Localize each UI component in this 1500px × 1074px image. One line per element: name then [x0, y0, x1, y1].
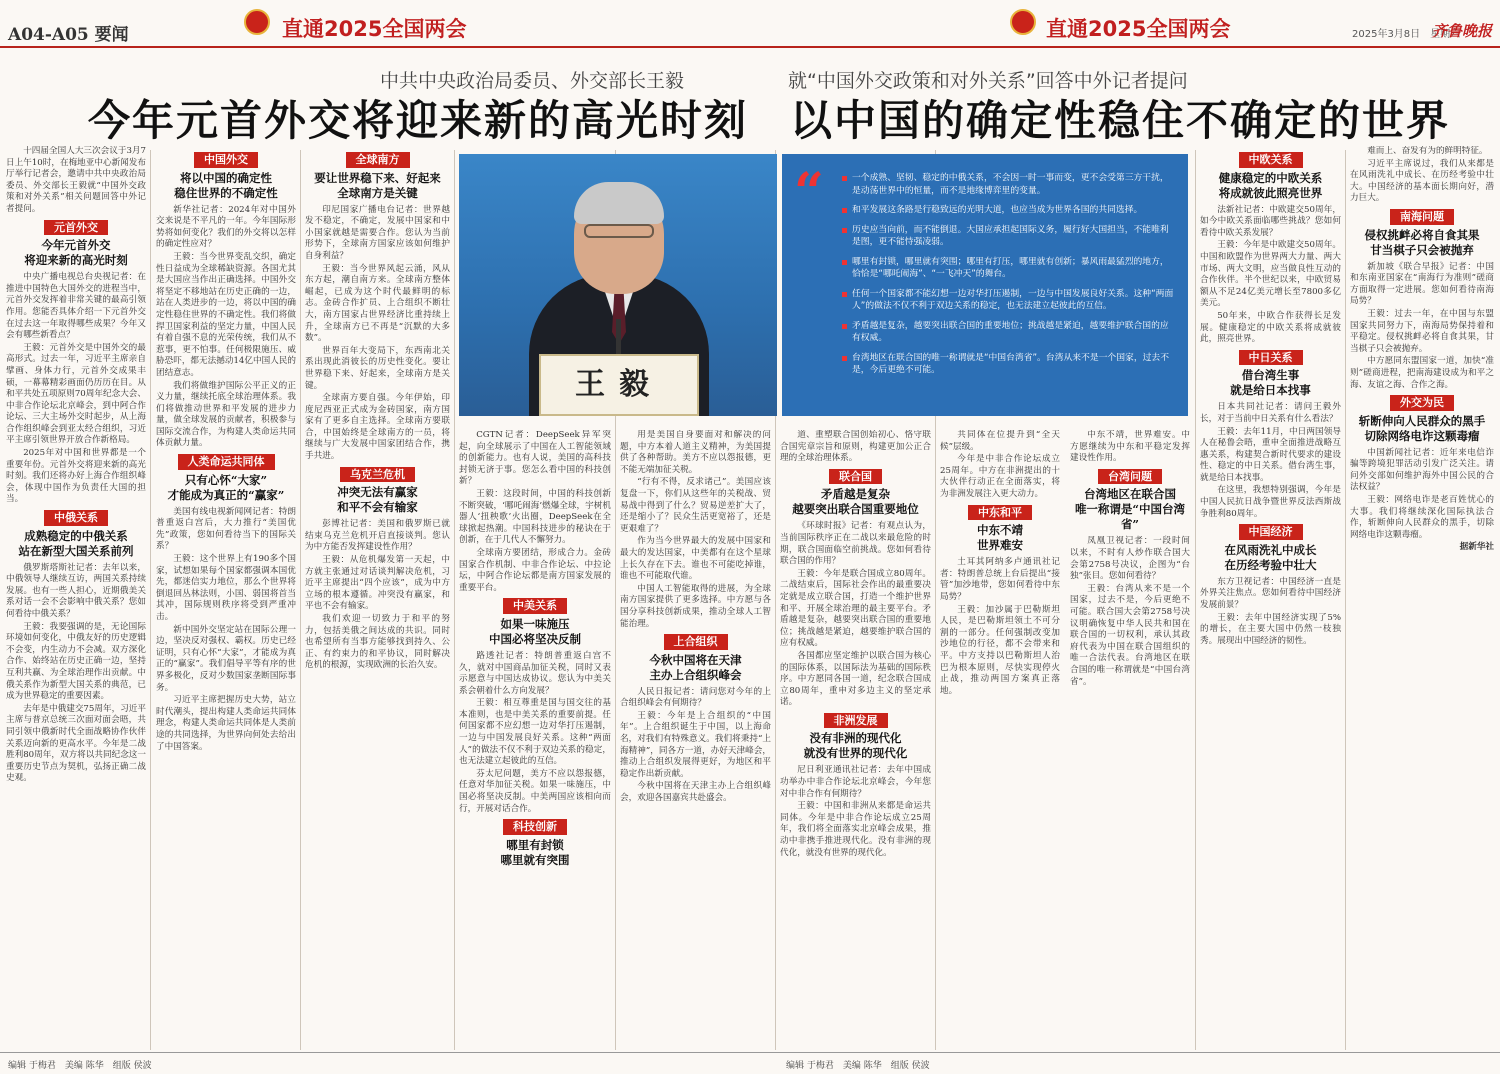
- paragraph: “行有不得，反求诸己”。美国应该复盘一下，你们从这些年的关税战、贸易战中得到了什么？贸易逆差扩大了，还是缩小了？民众生活更宽裕了，还是更艰难了？: [620, 477, 771, 534]
- section-heading: 今年元首外交 将迎来新的高光时刻: [24, 238, 128, 268]
- paragraph: 共同体在位提升到“全天候”层级。: [940, 430, 1060, 452]
- quote-box: [782, 154, 1188, 416]
- section-heading: 只有心怀“大家” 才能成为真正的“赢家”: [167, 472, 285, 502]
- paragraph: 习近平主席说过，我们从来都是在风雨洗礼中成长、在历经考验中壮大。中国经济的基本面长期向好，潜力巨大。: [1350, 158, 1494, 204]
- byline: 据新华社: [1459, 542, 1494, 553]
- section-heading: 将以中国的确定性 稳住世界的不确定性: [174, 170, 278, 200]
- section-heading: 冲突无法有赢家 和平不会有输家: [337, 485, 418, 515]
- paragraph: CGTN记者：DeepSeek异军突起，向全球展示了中国在人工智能领域的创新能力。也有人说，美国的高科技封锁无济于事。您怎么看中国的科技创新？: [459, 430, 611, 487]
- paragraph: 人民日报记者：请问您对今年的上合组织峰会有何期待？: [620, 686, 771, 709]
- paragraph: 中国人工智能取得的进展，为全球南方国家提供了更多选择。中方愿与各国分享科技创新成果，推动全球人工智能治理。: [620, 583, 771, 629]
- paragraph: 今年是中非合作论坛成立25周年。中方在非洲提出的十大伙伴行动正在全面落实，将为非洲发展注入更大动力。: [940, 454, 1060, 499]
- page-footer: [0, 1052, 1500, 1074]
- quote-item: 任何一个国家都不能幻想一边对华打压遏制，一边与中国发展良好关系。这种“两面人”的做法不仅不利于双边关系的稳定，也无法建立起彼此的互信。: [842, 288, 1177, 313]
- paragraph: 法新社记者：中欧建交50周年，如今中欧关系面临哪些挑战？您如何看待中欧关系发展？: [1200, 204, 1341, 238]
- section-tag: 元首外交: [44, 220, 108, 236]
- paragraph: 王毅：过去一年，在中国与东盟国家共同努力下，南海局势保持着和平稳定。侵权挑衅必将自食其果，甘当棋子只会被抛弃。: [1350, 308, 1494, 354]
- paragraph: 去年是中俄建交75周年，习近平主席与普京总统三次面对面会晤，共同引领中俄新时代全面战略协作伙伴关系迈向新的更高水平。今年是二战胜利80周年，双方将以共同纪念这一重要历史节点为契机，弘扬正确二战史观。: [6, 703, 146, 784]
- paragraph: 中东不靖，世界难安。中方愿继续为中东和平稳定发挥建设性作用。: [1070, 430, 1190, 464]
- section-tag: 中东和平: [968, 505, 1032, 521]
- article-column-1: [6, 146, 146, 1046]
- paragraph: 作为当今世界最大的发展中国家和最大的发达国家，中美都有在这个星球上长久存在下去。谁也不可能吃掉谁，谁也不可能取代谁。: [620, 536, 771, 582]
- paragraph: 王毅：这段时间，中国的科技创新不断突破，‘哪吒闹海’燃爆全球，宇树机器人‘扭秧歌’火出圈，DeepSeek在全球掀起热潮。中国科技进步的秘诀在于创新，在于几代人不懈努力。: [459, 488, 611, 546]
- paragraph: 王毅：当今世界风起云涌，风从东方起，潮自南方来。全球南方整体崛起，已成为这个时代最鲜明的标志。金砖合作扩员、上合组织不断壮大，南方国家占世界经济比重持续上升，全球南方已不再是“沉默的大多数”。: [305, 263, 450, 344]
- section-heading: 矛盾越是复杂 越要突出联合国重要地位: [792, 487, 919, 517]
- paragraph: 我们将做维护国际公平正义的正义力量，继续托底全球治理体系。我们将做推动世界和平发展的进步力量，做全球发展的贡献者，积极参与国际交流合作，为构建人类命运共同体贡献力量。: [156, 380, 296, 449]
- paragraph: 2025年对中国和世界都是一个重要年份。元首外交将迎来新的高光时刻。我们还将办好上海合作组织峰会，体现中国作为负责任大国的担当。: [6, 448, 146, 505]
- paragraph: 用是美国自身要面对和解决的问题，中方本着人道主义精神，为美国提供了各种帮助。美方不应以怨报德，更不能无端加征关税。: [620, 430, 771, 475]
- section-tag: 外交为民: [1390, 395, 1454, 411]
- section-heading: 没有非洲的现代化 就没有世界的现代化: [803, 731, 908, 761]
- emblem-icon: [244, 9, 270, 35]
- right-kicker: 就“中国外交政策和对外关系”回答中外记者提问: [788, 70, 1188, 92]
- section-tag: 中欧关系: [1239, 152, 1303, 168]
- speaker-photo: [459, 154, 777, 416]
- paragraph: 中央广播电视总台央视记者：在推进中国特色大国外交的进程当中，元首外交发挥着非常关键的最高引领作用。您能否具体介绍一下元首外交在过去这一年取得哪些成果？今年又会有哪些新看点？: [6, 272, 146, 341]
- section-tag: 科技创新: [503, 819, 567, 835]
- microphone-icon: [616, 319, 621, 359]
- section-heading: 要让世界稳下来、好起来 全球南方是关键: [314, 170, 441, 200]
- section-tag: 上合组织: [664, 634, 728, 650]
- left-main-headline: 今年元首外交将迎来新的高光时刻: [88, 96, 749, 145]
- quote-mark-icon: “: [794, 162, 824, 223]
- right-main-headline: 以中国的确定性稳住不确定的世界: [790, 96, 1451, 145]
- paragraph: 习近平主席把握历史大势，站立时代潮头，提出构建人类命运共同体理念，构建人类命运共同体是人类前途的共同选择，为世界向何处去给出了中国答案。: [156, 695, 296, 752]
- paragraph: 新华社记者：2024年对中国外交来说是不平凡的一年。今年国际形势将如何变化？我们的外交将以怎样的确定性应对？: [156, 204, 296, 250]
- paragraph: 50年来，中欧合作获得长足发展。健康稳定的中欧关系将成就彼此，照亮世界。: [1200, 310, 1341, 345]
- section-title-right: 直通2025全国两会: [1046, 17, 1231, 41]
- section-tag: 中国外交: [194, 152, 258, 168]
- section-heading: 健康稳定的中欧关系 将成就彼此照亮世界: [1218, 170, 1323, 200]
- section-heading: 斩断伸向人民群众的黑手 切除网络电诈这颗毒瘤: [1358, 413, 1486, 443]
- section-heading: 借台湾生事 就是给日本找事: [1230, 368, 1311, 398]
- paragraph: 道、重塑联合国创始初心、恪守联合国宪章宗旨和原则，构建更加公正合理的全球治理体系。: [780, 430, 931, 464]
- article-column-2: [156, 150, 296, 1046]
- quote-list: [842, 172, 1177, 384]
- paragraph: 难而上、奋发有为的鲜明特征。: [1367, 146, 1488, 156]
- quote-item: 台湾地区在联合国的唯一称谓就是“中国台湾省”。台湾从来不是一个国家，过去不是，今后更绝不可能。: [842, 352, 1177, 377]
- paragraph: 王毅：相互尊重是国与国交往的基本准则，也是中美关系的重要前提。任何国家都不应幻想一边对华打压遏制，一边与中国发展良好关系。这种“两面人”的做法不仅不利于双边关系的稳定，也无法建立起彼此的互信。: [459, 698, 611, 767]
- emblem-icon: [1010, 9, 1036, 35]
- paragraph: 俄罗斯塔斯社记者：去年以来，中俄领导人继续互访，两国关系持续发展。也有一些人担心，近期俄美关系对话一会不会影响中俄关系？您如何看待中俄关系？: [6, 562, 146, 619]
- article-column-5: [620, 430, 771, 1046]
- section-tag: 联合国: [829, 469, 882, 485]
- paragraph: 王毅：中国和非洲从来都是命运共同体。今年是中非合作论坛成立25周年，我们将全面落实北京峰会成果，推动中非携手推进现代化。没有非洲的现代化，就没有世界的现代化。: [780, 801, 931, 858]
- paragraph: 王毅：从危机爆发第一天起，中方就主张通过对话谈判解决危机，习近平主席提出“四个应该”，成为中方立场的根本遵循。冲突没有赢家，和平也不会有输家。: [305, 555, 450, 612]
- paragraph: 《环球时报》记者：有观点认为，当前国际秩序正在二战以来最危险的时期，联合国面临空前挑战。您如何看待联合国的作用？: [780, 521, 931, 567]
- masthead-logo: 齐鲁晚报: [1432, 22, 1493, 40]
- paragraph: 新中国外交坚定站在国际公理一边，坚决反对强权、霸权。历史已经证明，只有心怀“大家”，才能成为真正的“赢家”。我们倡导平等有序的世界多极化，反对少数国家垄断国际事务。: [156, 624, 296, 693]
- paragraph: 王毅：台湾从来不是一个国家，过去不是，今后更绝不可能。联合国大会第2758号决议明确恢复中华人民共和国在联合国的一切权利，承认其政府代表为中国在联合国组织的唯一合法代表。台湾地区在联合国的唯一称谓就是“中国台湾省”。: [1070, 583, 1190, 687]
- paragraph: 各国都应坚定维护以联合国为核心的国际体系，以国际法为基础的国际秩序。中方愿同各国一道，纪念联合国成立80周年，重申对多边主义的坚定承诺。: [780, 650, 931, 708]
- paragraph: 王毅：去年中国经济实现了5%的增长，在主要大国中仍然一枝独秀。展现出中国经济的韧性。: [1200, 612, 1341, 646]
- section-tag: 南海问题: [1390, 209, 1454, 225]
- paragraph: 印尼国家广播电台记者：世界越发不稳定，不确定，发展中国家和中小国家就越是需要合作。您认为当前形势下，全球南方国家应该如何维护自身利益？: [305, 204, 450, 261]
- section-heading: 台湾地区在联合国 唯一称谓是“中国台湾省”: [1074, 487, 1186, 532]
- article-column-6: [780, 430, 931, 1046]
- section-heading: 成熟稳定的中俄关系 站在新型大国关系前列: [18, 528, 134, 558]
- paragraph: 凤凰卫视记者：一段时间以来，不时有人炒作联合国大会第2758号决议，企图为“台独”张目。您如何看待？: [1070, 536, 1190, 582]
- paragraph: 日本共同社记者：请问王毅外长，对于当前中日关系有什么看法？: [1200, 402, 1341, 424]
- paragraph: 世界百年大变局下，东西南北关系出现此消彼长的历史性变化。要让世界稳下来、好起来，全球南方是关键。: [305, 345, 450, 391]
- credits-left: 编辑 于梅君 美编 陈华 组版 侯波: [8, 1061, 152, 1071]
- section-tag: 中美关系: [503, 598, 567, 614]
- page-header: [0, 0, 1500, 48]
- section-tag: 人类命运共同体: [178, 454, 275, 470]
- paragraph: 王毅：今年是中欧建交50周年。中国和欧盟作为世界两大力量、两大市场、两大文明，应当做良性互动的合作伙伴。半个世纪以来，中欧贸易额从不足24亿美元增长至7800多亿美元。: [1200, 240, 1341, 309]
- paragraph: 王毅：今年是上合组织的“中国年”。上合组织诞生于中国，以上海命名，对我们有特殊意义。我们将秉持“上海精神”，同各方一道，办好天津峰会，推动上合组织发展得更好，为地区和平稳定作出新贡献。: [620, 710, 771, 779]
- issue-date: 2025年3月8日 星期六: [1352, 29, 1461, 40]
- paragraph: 中国新闻社记者：近年来电信诈骗等跨境犯罪活动引发广泛关注。请问外交部如何维护海外中国公民的合法权益？: [1350, 447, 1494, 493]
- article-column-8: [1200, 150, 1341, 1046]
- paragraph: 王毅：这个世界上有190多个国家，试想如果每个国家都强调本国优先，都迷信实力地位，那么个世界将倒退回丛林法则，小国、弱国将首当其冲，国际规则秩序将受到严重冲击。: [156, 554, 296, 622]
- paragraph: 彭博社记者：美国和俄罗斯已就结束乌克兰危机开启直接谈判。您认为中方能否发挥建设性作用？: [305, 519, 450, 553]
- section-heading: 哪里有封锁 哪里就有突围: [500, 837, 570, 867]
- quote-item: 历史应当向前，而不能倒退。大国应承担起国际义务，履行好大国担当，不能唯利是图，更不能恃强凌弱。: [842, 224, 1177, 249]
- section-title-left: 直通2025全国两会: [282, 17, 467, 41]
- section-tag: 全球南方: [346, 152, 410, 168]
- paragraph: 全球南方要自强。今年伊始，印度尼西亚正式成为金砖国家，南方国家有了更多自主选择。全球南方要联合，中国始终是全球南方的一员，将继续与广大发展中国家团结合作，携手共进。: [305, 393, 450, 462]
- paragraph: 美国有线电视新闻网记者：特朗普重返白宫后，大力推行“美国优先”政策，您如何看待当下的国际关系？: [156, 506, 296, 552]
- paragraph: 中方愿同东盟国家一道，加快“准则”磋商进程，把南海建设成为和平之海、友谊之海、合作之海。: [1350, 356, 1494, 390]
- paragraph: 王毅：网络电诈是老百姓忧心的大事。我们将继续深化国际执法合作，斩断伸向人民群众的黑手，切除网络电诈这颗毒瘤。: [1350, 495, 1494, 540]
- article-column-9: [1350, 146, 1494, 1046]
- paragraph: 全球南方要团结，形成合力。金砖国家合作机制、中非合作论坛、中拉论坛，中阿合作论坛都是南方国家发展的重要平台。: [459, 547, 611, 593]
- quote-item: 哪里有封锁，哪里就有突围；哪里有打压，哪里就有创新；暴风雨最猛烈的地方，恰恰是“哪吒闹海”、“一飞冲天”的舞台。: [842, 256, 1177, 281]
- section-heading: 在风雨洗礼中成长 在历经考验中壮大: [1224, 542, 1317, 572]
- section-heading: 如果一味施压 中国必将坚决反制: [489, 616, 581, 646]
- paragraph: 东方卫视记者：中国经济一直是外界关注焦点。您如何看待中国经济发展前景？: [1200, 576, 1341, 611]
- article-column-3: [305, 150, 450, 1046]
- paragraph: 今秋中国将在天津主办上合组织峰会，欢迎各国嘉宾共赴盛会。: [620, 781, 771, 804]
- paragraph: 王毅：加沙属于巴勒斯坦人民，是巴勒斯坦领土不可分割的一部分。任何强制改变加沙地位的行径，都不会带来和平。中方支持以巴勒斯坦人治巴为根本原则，尽快实现停火止战，推动两国方案真正落地。: [940, 604, 1060, 696]
- section-heading: 侵权挑衅必将自食其果 甘当棋子只会被抛弃: [1364, 227, 1480, 257]
- section-tag: 台湾问题: [1098, 469, 1162, 485]
- paragraph: 芬太尼问题，美方不应以怨报德，任意对华加征关税。如果一味施压，中国必将坚决反制。中美两国应该相向而行，开展对话合作。: [459, 768, 611, 814]
- article-column-4: [459, 430, 611, 1046]
- quote-item: 一个成熟、坚韧、稳定的中俄关系，不会因一时一事而变，更不会受第三方干扰，是动荡世界中的恒量，而不是地缘博弈里的变量。: [842, 172, 1177, 197]
- paragraph: 王毅：当今世界变乱交织，确定性日益成为全球稀缺资源。各国尤其是大国应当作出正确选择。中国外交将坚定不移地站在历史正确的一边，站在人类进步的一边，将以中国的确定性稳住世界的不确定性。我们将做捍卫国家利益的坚定力量，中国人民有着自强不息的光荣传统，我们从不惹事，更不怕事。任何极限施压、威胁恐吓，都无法撼动14亿中国人民的团结意志。: [156, 251, 296, 378]
- section-tag: 中国经济: [1239, 524, 1303, 540]
- section-tag: 乌克兰危机: [340, 467, 415, 483]
- paragraph: 王毅：元首外交是中国外交的最高形式。过去一年，习近平主席亲自擘画、身体力行，元首外交成果丰硕，一幕幕精彩画面仍历历在目。从和平共处五项原则70周年纪念大会、中非合作论坛北京峰会，到中阿合作论坛、三大主场外交时起步，从上海合作组织峰会到亚太经合组织，习近平主席引领世界开放合作新格局。: [6, 342, 146, 446]
- section-heading: 今秋中国将在天津 主办上合组织峰会: [649, 652, 742, 682]
- section-tag: 非洲发展: [824, 713, 888, 729]
- paragraph: 王毅：我要强调的是，无论国际环境如何变化，中俄友好的历史逻辑不会变，内生动力不会减。双方深化合作、始终站在历史正确一边，坚持互利共赢、为全球治理作出贡献。中俄关系作为新型大国关系的典范，已成为世界稳定的重要因素。: [6, 621, 146, 702]
- nameplate: 王毅: [539, 354, 699, 416]
- left-kicker: 中共中央政治局委员、外交部长王毅: [380, 70, 685, 92]
- paragraph: 在这里，我想特别强调，今年是中国人民抗日战争暨世界反法西斯战争胜利80周年。: [1200, 485, 1341, 519]
- section-tag: 中日关系: [1239, 350, 1303, 366]
- paragraph: 王毅：今年是联合国成立80周年。二战结束后，国际社会作出的最重要决定就是成立联合国，打造一个维护世界和平、开展全球治理的最主要平台。矛盾越是复杂，越要突出联合国的重要地位；挑战越是紧迫，越要维护联合国的应有权威。: [780, 568, 931, 649]
- quote-item: 矛盾越是复杂，越要突出联合国的重要地位；挑战越是紧迫，越要维护联合国的应有权威。: [842, 320, 1177, 345]
- paragraph: 我们欢迎一切致力于和平的努力，包括美俄之间达成的共识。同时也希望所有当事方能够找到持久、公正、有约束力的和平协议，同时解决危机的根源，实现欧洲的长治久安。: [305, 614, 450, 671]
- paragraph: 路透社记者：特朗普重返白宫不久，就对中国商品加征关税，同时又表示愿意与中国达成协议。您认为中美关系会朝着什么方向发展？: [459, 650, 611, 696]
- credits-right: 编辑 于梅君 美编 陈华 组版 侯波: [786, 1061, 930, 1071]
- paragraph: 王毅：去年11月，中日两国领导人在秘鲁会晤，重申全面推进战略互惠关系，构建契合新时代要求的建设性、稳定的中日关系。借台湾生事，就是给日本找事。: [1200, 426, 1341, 483]
- paragraph: 新加坡《联合早报》记者：中国和东南亚国家在“南海行为准则”磋商方面取得一定进展。您如何看待南海局势？: [1350, 261, 1494, 307]
- paragraph: 尼日利亚通讯社记者：去年中国成功举办中非合作论坛北京峰会，今年您对中非合作有何期待？: [780, 765, 931, 799]
- section-heading: 中东不靖 世界难安: [977, 523, 1023, 553]
- page-number: A04-A05 要闻: [8, 25, 129, 45]
- quote-item: 和平发展这条路是行稳致远的光明大道，也应当成为世界各国的共同选择。: [842, 204, 1177, 217]
- paragraph: 土耳其阿纳多卢通讯社记者：特朗普总统上台后提出“接管”加沙地带，您如何看待中东局势？: [940, 557, 1060, 602]
- section-tag: 中俄关系: [44, 510, 108, 526]
- intro-paragraph: 十四届全国人大三次会议于3月7日上午10时，在梅地亚中心新闻发布厅举行记者会，邀请中共中央政治局委员、外交部长王毅就“中国外交政策和对外关系”相关问题回答中外记者提问。: [6, 146, 146, 214]
- article-column-7: [940, 430, 1190, 1046]
